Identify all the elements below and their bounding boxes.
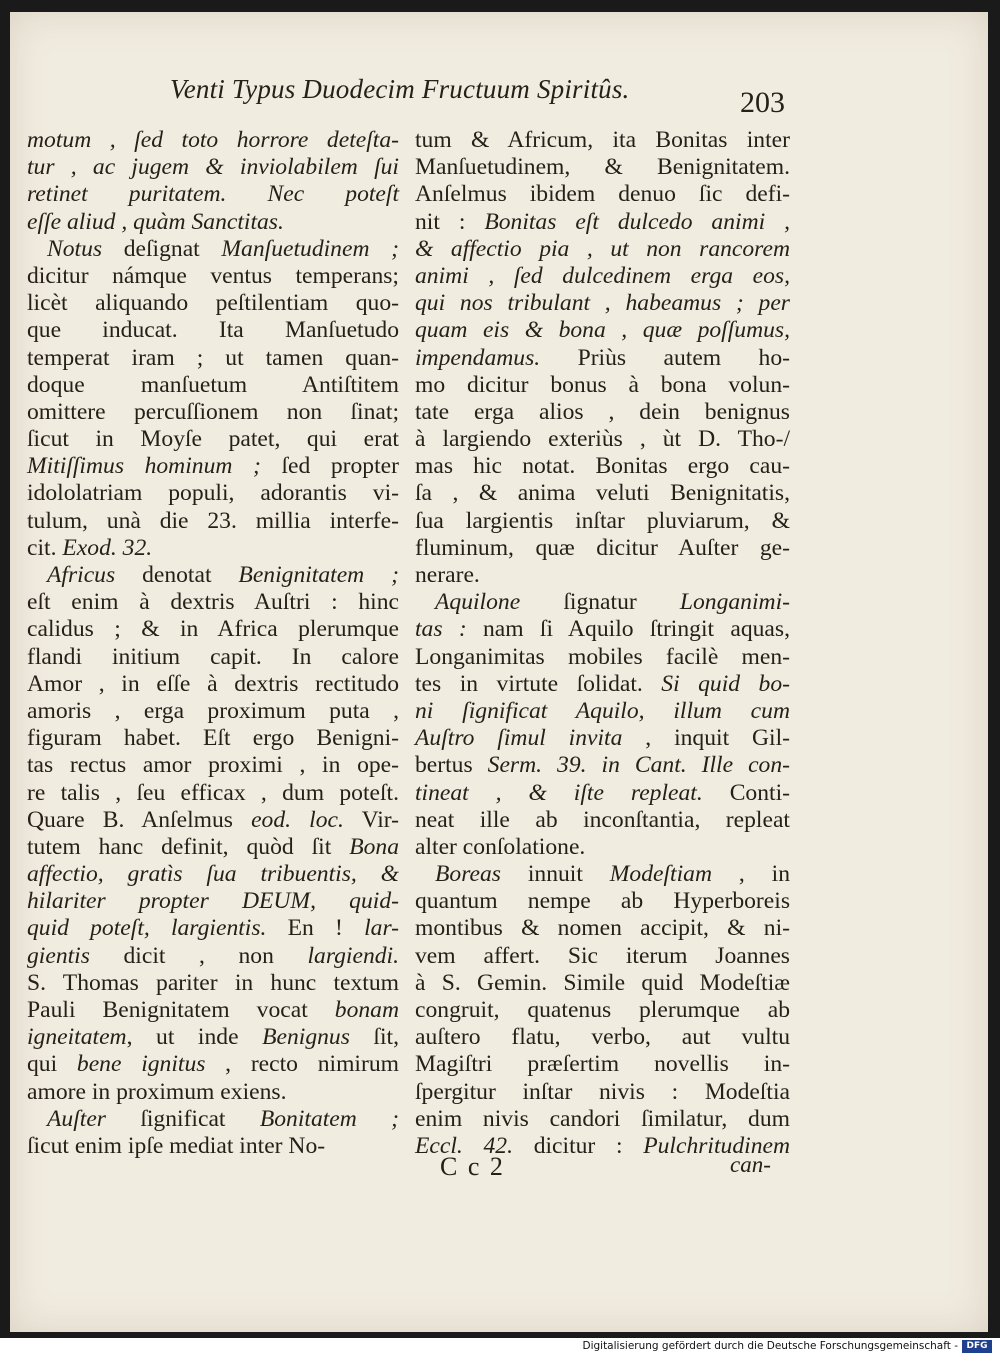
text-line	[415, 861, 790, 888]
text-line	[27, 725, 399, 752]
text-segment: ſua largientis inſtar pluviarum, &	[415, 507, 790, 534]
text-segment: dicit , non	[89, 942, 308, 969]
text-segment: Pauli Benignitatem vocat	[27, 997, 335, 1023]
text-segment: tes in virtute ſolidat.	[415, 670, 662, 697]
text-line	[27, 861, 399, 888]
italic-text: Auſter	[47, 1105, 106, 1132]
text-segment: En !	[266, 915, 365, 942]
text-line	[415, 915, 790, 942]
text-segment: ſignatur	[520, 589, 680, 616]
text-segment: Anſelmus ibidem denuo ſic defi-	[415, 181, 790, 208]
italic-text: Notus	[47, 235, 103, 262]
text-segment: Conti-	[702, 779, 790, 806]
italic-text: Boreas	[435, 861, 501, 888]
text-line	[415, 345, 790, 372]
catchword: can-	[730, 1152, 771, 1177]
text-line	[415, 263, 790, 290]
text-segment: , in	[712, 861, 790, 888]
italic-text: ni ſignificat Aquilo, illum cum	[415, 697, 790, 724]
text-segment: à largiendo exteriùs , ùt D. Tho-/	[415, 426, 790, 453]
text-line	[27, 399, 399, 426]
italic-text: tas :	[415, 616, 467, 643]
text-segment: doque manſuetum Antiſtitem	[27, 371, 399, 398]
text-segment: nit :	[415, 208, 485, 235]
text-segment: Priùs autem ho-	[540, 344, 790, 371]
text-segment: qui	[27, 1051, 77, 1078]
text-line	[27, 453, 399, 480]
text-segment: auſtero flatu, verbo, aut vultu	[415, 1024, 790, 1051]
italic-text: affectio, gratìs ſua tribuentis, &	[27, 861, 399, 888]
text-segment: ſicut enim ipſe mediat inter No-	[27, 1132, 326, 1159]
funding-notice: Digitalisierung gefördert durch die Deutsche Forschungsgemeinschaft -	[582, 1340, 958, 1352]
text-line	[27, 562, 399, 589]
text-line	[415, 644, 790, 671]
text-segment: , recto nimirum	[205, 1051, 399, 1078]
text-line	[415, 1051, 790, 1078]
italic-text: Manſuetudinem ;	[221, 235, 400, 262]
text-segment: nerare.	[415, 562, 480, 588]
text-line	[27, 426, 399, 453]
text-line	[415, 970, 790, 997]
italic-text: lar-	[364, 915, 400, 942]
text-segment: deſignat	[102, 235, 222, 262]
italic-text: Eccl. 42.	[415, 1132, 513, 1159]
italic-text: Benignus	[262, 1024, 350, 1051]
italic-text: Mitiſſimus hominum ;	[27, 453, 261, 480]
italic-text: tur , ac jugem & inviolabilem ſui	[27, 154, 399, 181]
text-segment: amoris , erga proximum puta ,	[27, 697, 399, 724]
italic-text: hilariter propter DEUM, quid-	[27, 888, 399, 915]
text-line	[415, 752, 790, 779]
text-segment: ſicut in Moyſe patet, qui erat	[27, 426, 399, 453]
text-line	[27, 807, 399, 834]
text-segment: , ut inde	[126, 1024, 263, 1051]
running-head: Venti Typus Duodecim Fructuum Spiritûs.	[170, 74, 630, 104]
text-line	[27, 345, 399, 372]
text-line	[27, 644, 399, 671]
text-line	[415, 236, 790, 263]
text-segment: omittere percuſſionem non ſinat;	[27, 398, 399, 425]
italic-text: & affectio pia , ut non rancorem	[415, 235, 790, 262]
left-column	[27, 127, 399, 1160]
right-column	[415, 127, 790, 1160]
text-line	[27, 671, 399, 698]
text-segment: bertus	[415, 752, 488, 779]
text-line	[27, 372, 399, 399]
text-segment: ſpergitur inſtar nivis : Modeſtia	[415, 1078, 790, 1105]
text-line	[415, 834, 790, 861]
text-segment: ſit,	[349, 1024, 399, 1051]
text-segment: ſignificat	[105, 1105, 260, 1132]
text-segment: ſa , & anima veluti Benignitatis,	[415, 480, 790, 507]
text-segment: amore in proximum exiens.	[27, 1078, 287, 1105]
text-line	[415, 698, 790, 725]
text-line	[415, 888, 790, 915]
italic-text: animi , ſed dulcedinem erga eos,	[415, 262, 790, 289]
italic-text: bonam	[334, 997, 399, 1023]
text-segment: tutem hanc definit, quòd ſit	[27, 833, 350, 860]
text-segment: à S. Gemin. Simile quid Modeſtiæ	[415, 969, 790, 996]
page-number: 203	[740, 86, 785, 119]
text-line	[415, 399, 790, 426]
text-line	[27, 943, 399, 970]
text-line	[27, 317, 399, 344]
text-line	[415, 372, 790, 399]
text-line	[415, 154, 790, 181]
italic-text: motum , ſed toto horrore deteſta-	[27, 127, 399, 153]
text-line	[27, 997, 399, 1024]
text-line	[415, 480, 790, 507]
text-segment: vem affert. Sic iterum Joannes	[415, 942, 790, 969]
text-line	[415, 535, 790, 562]
text-line	[415, 209, 790, 236]
text-segment: Vir-	[343, 806, 399, 833]
italic-text: Longanimi-	[679, 589, 790, 616]
text-line	[27, 780, 399, 807]
italic-text: bene ignitus	[76, 1051, 206, 1078]
text-segment: mo dicitur bonus à bona volun-	[415, 371, 790, 398]
text-line	[27, 1133, 399, 1160]
italic-text: Modeſtiam	[609, 861, 712, 888]
text-line	[415, 997, 790, 1024]
italic-text: retinet puritatem. Nec poteſt	[27, 181, 399, 208]
text-segment: figuram habet. Eſt ergo Benigni-	[27, 725, 399, 752]
text-segment: fluminum, quæ dicitur Auſter ge-	[415, 534, 790, 561]
text-segment: cit.	[27, 534, 63, 561]
text-line	[27, 535, 399, 562]
italic-text: eſſe aliud , quàm Sanctitas.	[27, 208, 284, 235]
italic-text: Aquilone	[435, 589, 521, 616]
text-line	[27, 616, 399, 643]
text-line	[27, 1051, 399, 1078]
text-line	[415, 426, 790, 453]
text-line	[27, 263, 399, 290]
italic-text: largiendi.	[307, 942, 399, 969]
text-line	[27, 127, 399, 154]
text-line	[415, 127, 790, 154]
text-segment: Magiſtri præſertim novellis in-	[415, 1051, 790, 1078]
text-line	[27, 181, 399, 208]
italic-text: Serm. 39. in Cant. Ille con-	[487, 752, 790, 779]
text-segment: dicitur námque ventus temperans;	[27, 262, 399, 289]
text-line	[27, 834, 399, 861]
footer-bar	[0, 1338, 1000, 1356]
italic-text: Si quid bo-	[661, 670, 790, 697]
text-line	[27, 209, 399, 236]
text-segment: S. Thomas pariter in hunc textum	[27, 969, 399, 996]
text-segment: Quare B. Anſelmus	[27, 806, 252, 833]
italic-text: Bona	[349, 833, 399, 860]
text-segment: tas rectus amor proximi , in ope-	[27, 752, 399, 779]
text-line	[27, 970, 399, 997]
text-segment: eſt enim à dextris Auſtri : hinc	[27, 589, 399, 616]
text-line	[27, 480, 399, 507]
text-line	[415, 1079, 790, 1106]
text-segment: , inquit Gil-	[622, 725, 791, 752]
text-line	[27, 236, 399, 263]
text-line	[415, 181, 790, 208]
italic-text: gientis	[27, 942, 90, 969]
text-segment: enim nivis candori ſimilatur, dum	[415, 1105, 790, 1132]
text-segment: Longanimitas mobiles facilè men-	[415, 643, 790, 670]
dfg-logo: DFG	[962, 1340, 992, 1353]
text-line	[415, 943, 790, 970]
text-line	[415, 807, 790, 834]
text-line	[415, 671, 790, 698]
italic-text: quam eis & bona , quæ poſſumus,	[415, 317, 790, 344]
text-segment: que inducat. Ita Manſuetudo	[27, 317, 399, 344]
text-segment: Amor , in eſſe à dextris rectitudo	[27, 670, 399, 697]
text-line	[27, 154, 399, 181]
text-line	[27, 752, 399, 779]
text-line	[415, 725, 790, 752]
text-line	[415, 1024, 790, 1051]
text-segment: ſed propter	[260, 453, 399, 480]
text-line	[27, 1106, 399, 1133]
text-segment: mas hic notat. Bonitas ergo cau-	[415, 453, 790, 480]
text-line	[415, 453, 790, 480]
italic-text: Pulchritudinem	[643, 1132, 790, 1159]
text-line	[415, 589, 790, 616]
text-line	[415, 317, 790, 344]
text-segment: nam ſi Aquilo ſtringit aquas,	[466, 616, 790, 643]
text-line	[27, 290, 399, 317]
text-segment: neat ille ab inconſtantia, repleat	[415, 806, 790, 833]
text-segment: Manſuetudinem, & Benignitatem.	[415, 154, 790, 181]
text-segment: temperat iram ; ut tamen quan-	[27, 344, 399, 371]
text-segment: dicitur :	[513, 1132, 644, 1159]
text-segment: quantum nempe ab Hyperboreis	[415, 888, 790, 915]
text-line	[27, 508, 399, 535]
text-segment: denotat	[115, 562, 239, 588]
italic-text: quid poteſt, largientis.	[27, 915, 267, 942]
text-line	[27, 589, 399, 616]
italic-text: Auſtro ſimul invita	[415, 725, 623, 752]
italic-text: eod. loc.	[251, 806, 344, 833]
text-segment: alter conſolatione.	[415, 833, 586, 860]
text-line	[27, 1079, 399, 1106]
text-line	[27, 1024, 399, 1051]
text-line	[415, 562, 790, 589]
italic-text: Bonitatem ;	[259, 1105, 399, 1132]
text-segment: calidus ; & in Africa plerumque	[27, 616, 399, 643]
text-segment: licèt aliquando peſtilentiam quo-	[27, 290, 399, 317]
text-segment: montibus & nomen accipit, & ni-	[415, 915, 790, 942]
text-segment: flandi initium capit. In calore	[27, 643, 399, 670]
text-line	[27, 915, 399, 942]
text-segment: tate erga alios , dein benignus	[415, 398, 790, 425]
text-line	[27, 888, 399, 915]
italic-text: igneitatem	[27, 1024, 127, 1051]
text-segment: tum & Africum, ita Bonitas inter	[415, 127, 790, 153]
signature-mark: C c 2	[440, 1152, 505, 1181]
text-segment: tulum, unà die 23. millia interfe-	[27, 507, 399, 534]
italic-text: tineat , & iſte repleat.	[415, 779, 703, 806]
italic-text: Africus	[47, 562, 116, 588]
text-segment: congruit, quatenus plerumque ab	[415, 997, 790, 1023]
text-line	[415, 508, 790, 535]
book-page	[10, 12, 988, 1332]
text-segment: idololatriam populi, adorantis vi-	[27, 480, 399, 507]
text-line	[415, 780, 790, 807]
italic-text: Benignitatem ;	[238, 562, 399, 588]
text-segment: innuit	[500, 861, 610, 888]
italic-text: qui nos tribulant , habeamus ; per	[415, 290, 790, 317]
italic-text: impendamus.	[415, 344, 541, 371]
text-line	[415, 1106, 790, 1133]
text-segment: re talis , ſeu efficax , dum poteſt.	[27, 779, 399, 806]
italic-text: Bonitas eſt dulcedo animi ,	[484, 208, 790, 235]
text-line	[415, 616, 790, 643]
text-line	[415, 290, 790, 317]
italic-text: Exod. 32.	[62, 534, 153, 561]
text-line	[27, 698, 399, 725]
